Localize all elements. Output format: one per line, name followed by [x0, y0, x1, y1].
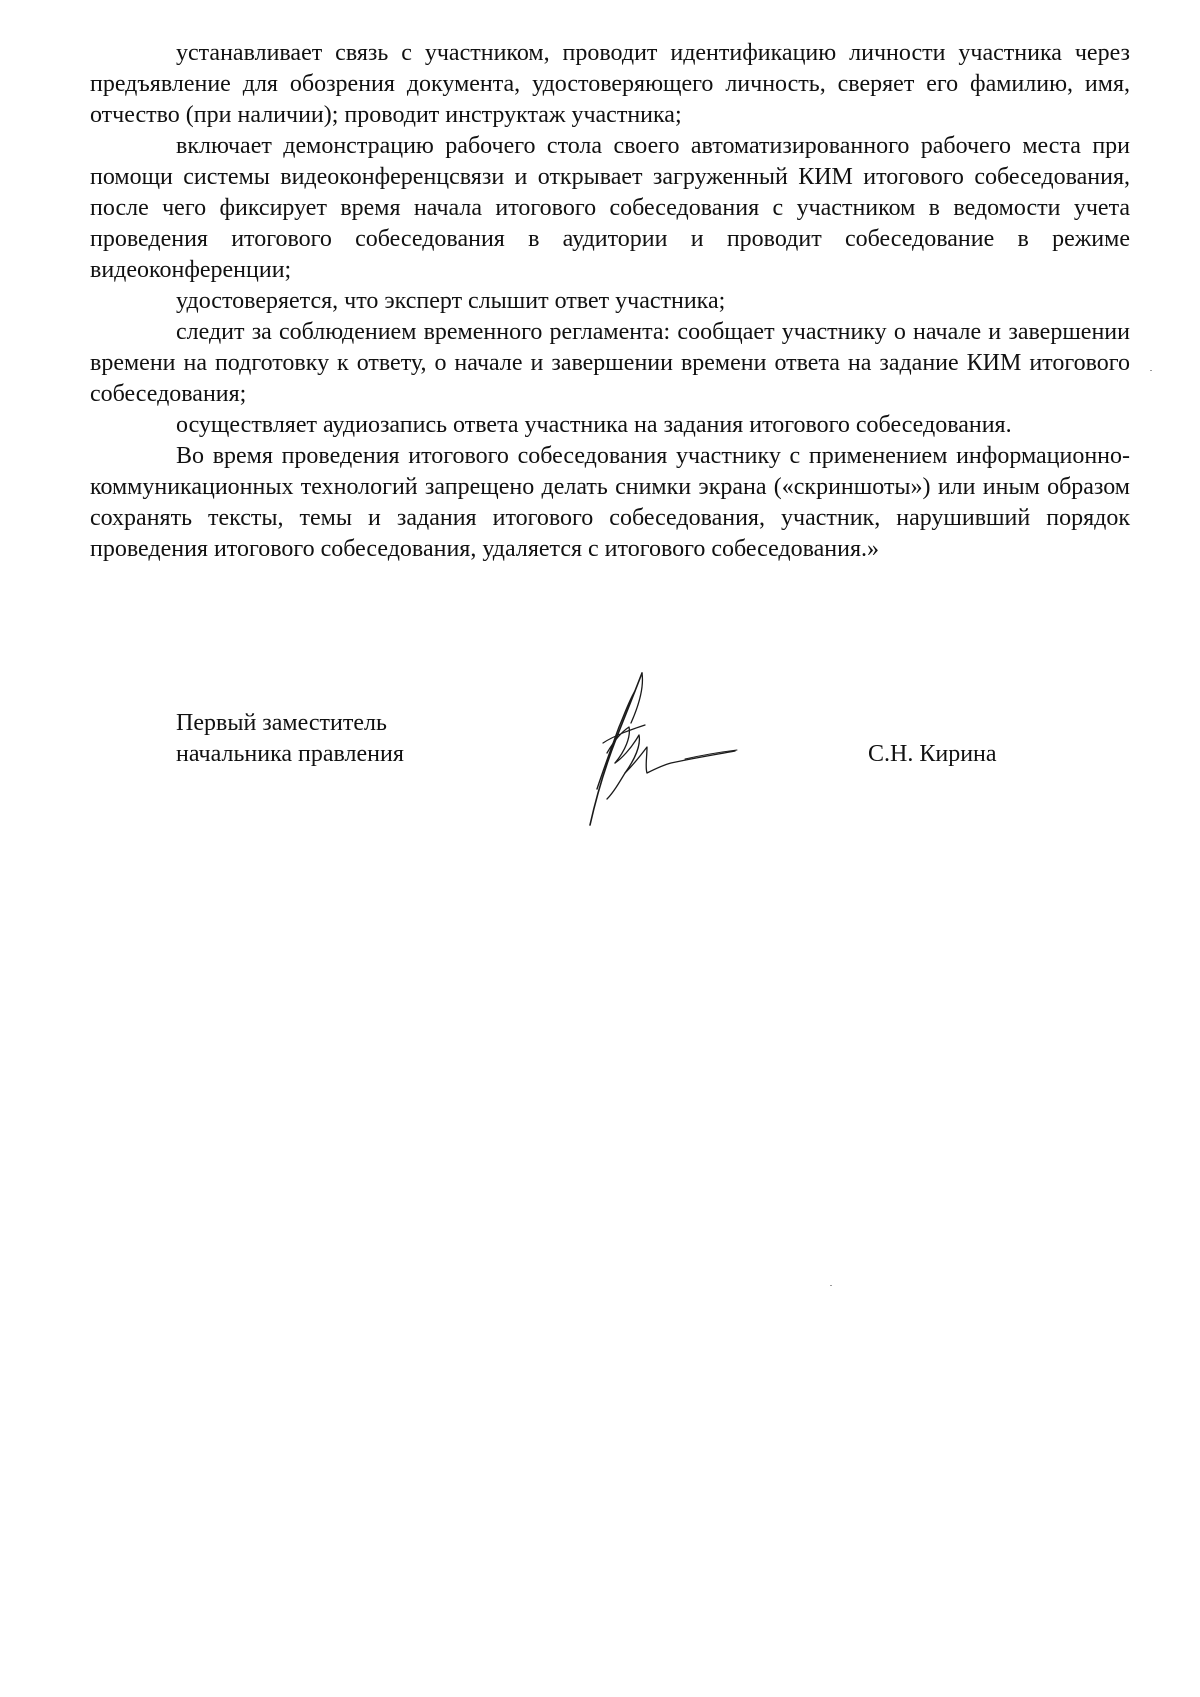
position-line-2: начальника правления — [176, 741, 404, 767]
paragraph-desktop-demo: включает демонстрацию рабочего стола своего автоматизированного рабочего места при помощи системы видеоконференцсвязи и открывает загруженный КИМ итогового собеседования, после чего фиксирует время начала итогового собеседования с участником в ведомости учета проведения итогового собеседования в аудитории и проводит собеседование в режиме видеоконференции; — [90, 133, 1130, 283]
scan-speck — [1150, 370, 1152, 371]
position-line-1: Первый заместитель — [176, 710, 387, 736]
handwritten-signature-icon — [585, 665, 755, 830]
paragraph-screenshot-ban: Во время проведения итогового собеседования участнику с применением информационно-коммуникационных технологий запрещено делать снимки экрана («скриншоты») или иным образом сохранять тексты, темы и задания итогового собеседования, участник, нарушивший порядок проведения итогового собеседования, удаляется с итогового собеседования.» — [90, 443, 1130, 562]
signatory-name: С.Н. Кирина — [868, 741, 997, 767]
signatory-position — [176, 708, 404, 770]
paragraph-time-regulation: следит за соблюдением временного регламента: сообщает участнику о начале и завершении времени на подготовку к ответу, о начале и завершении времени ответа на задание КИМ итогового собеседования; — [90, 319, 1130, 407]
document-body — [90, 38, 1130, 565]
paragraph-identification: устанавливает связь с участником, проводит идентификацию личности участника через предъявление для обозрения документа, удостоверяющего личность, сверяет его фамилию, имя, отчество (при наличии); проводит инструктаж участника; — [90, 40, 1130, 128]
scan-speck — [830, 1285, 832, 1286]
paragraph-expert-hearing: удостоверяется, что эксперт слышит ответ участника; — [176, 288, 726, 314]
paragraph-audio-recording: осуществляет аудиозапись ответа участника на задания итогового собеседования. — [176, 412, 1012, 438]
